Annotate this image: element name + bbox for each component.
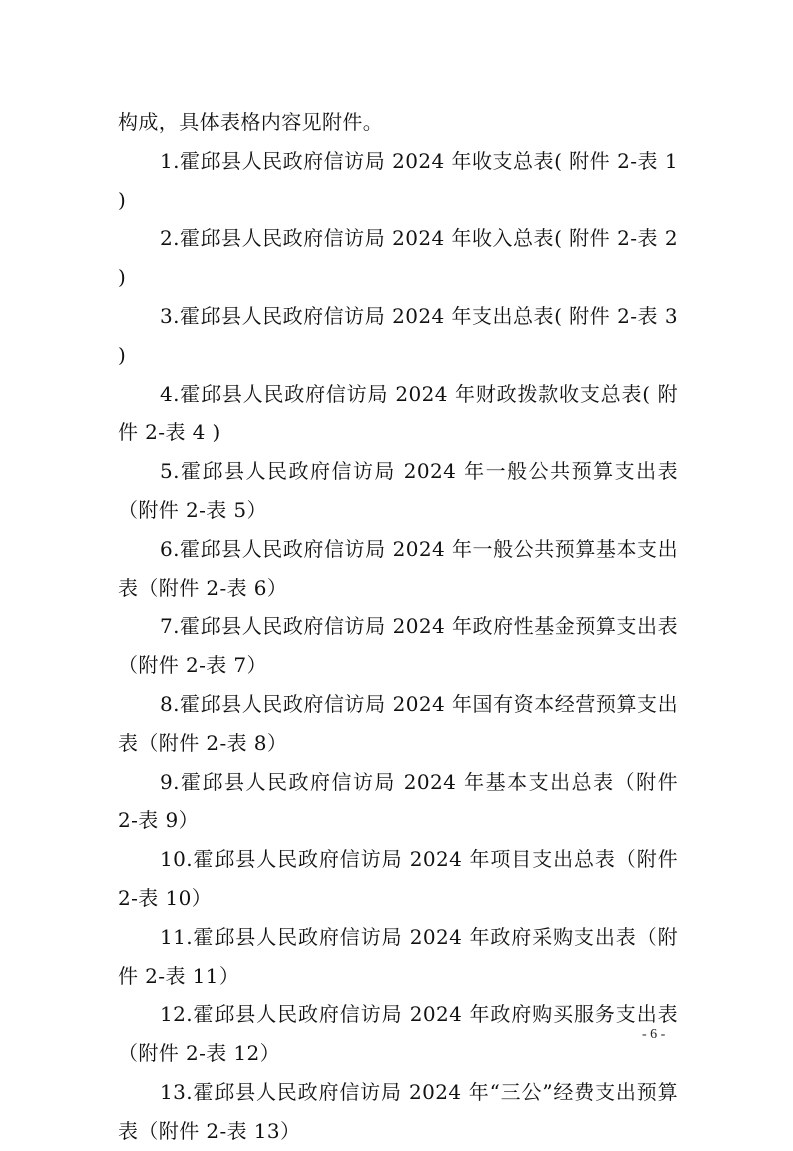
document-body: [118, 103, 678, 1151]
list-item-7: 7.霍邱县人民政府信访局 2024 年政府性基金预算支出表（附件 2-表 7）: [118, 614, 678, 678]
list-item-3: 3.霍邱县人民政府信访局 2024 年支出总表( 附件 2-表 3 ): [118, 303, 678, 367]
list-item-9: 9.霍邱县人民政府信访局 2024 年基本支出总表（附件 2-表 9）: [118, 769, 678, 833]
list-item-5: 5.霍邱县人民政府信访局 2024 年一般公共预算支出表（附件 2-表 5）: [118, 459, 678, 522]
list-item-11: 11.霍邱县人民政府信访局 2024 年政府采购支出表（附件 2-表 11）: [118, 924, 678, 988]
list-item-1: 1.霍邱县人民政府信访局 2024 年收支总表( 附件 2-表 1 ): [118, 148, 678, 212]
list-item-12: 12.霍邱县人民政府信访局 2024 年政府购买服务支出表（附件 2-表 12）: [118, 1002, 678, 1066]
intro-paragraph: 构成，具体表格内容见附件。: [118, 110, 384, 134]
list-item-13: 13.霍邱县人民政府信访局 2024 年“三公”经费支出预算表（附件 2-表 13）: [118, 1079, 678, 1143]
list-item-4: 4.霍邱县人民政府信访局 2024 年财政拨款收支总表( 附件 2-表 4 ): [118, 381, 678, 445]
list-item-10: 10.霍邱县人民政府信访局 2024 年项目支出总表（附件 2-表 10）: [118, 847, 678, 910]
page-number: - 6 -: [642, 1027, 666, 1042]
list-item-8: 8.霍邱县人民政府信访局 2024 年国有资本经营预算支出表（附件 2-表 8）: [118, 691, 678, 755]
list-item-2: 2.霍邱县人民政府信访局 2024 年收入总表( 附件 2-表 2 ): [118, 226, 678, 290]
list-item-6: 6.霍邱县人民政府信访局 2024 年一般公共预算基本支出表（附件 2-表 6）: [118, 536, 678, 600]
